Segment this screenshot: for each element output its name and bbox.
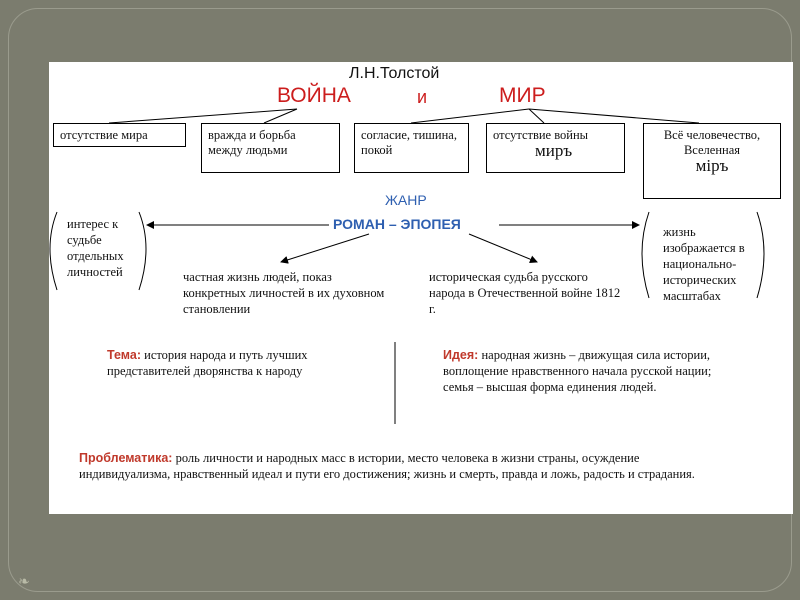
theme <box>107 347 353 379</box>
problems <box>79 450 699 482</box>
peace-link-1 <box>411 109 529 123</box>
title-peace: МИР <box>499 84 546 107</box>
idea <box>443 347 725 395</box>
peace-link-2 <box>529 109 544 123</box>
theme-label: Тема: <box>107 348 141 362</box>
war-box-1-label: отсутствие мира <box>60 128 148 142</box>
genre-label: ЖАНР <box>385 192 427 208</box>
genre-title: РОМАН – ЭПОПЕЯ <box>333 216 461 232</box>
left-note: интерес к судьбе отдельных личностей <box>67 217 124 279</box>
bullet-icon: ❧ <box>18 574 30 590</box>
problems-label: Проблематика: <box>79 451 173 465</box>
genre-arrow-down-left <box>281 234 369 262</box>
mir-word-2: міръ <box>695 156 729 175</box>
slide <box>49 62 793 514</box>
war-box-1 <box>53 123 186 147</box>
theme-text: история народа и путь лучших представителей дворянства к народу <box>107 348 308 378</box>
right-note: жизнь изображается в национально-исторических масштабах <box>663 225 745 303</box>
bracket-right-1 <box>642 212 649 298</box>
peace-box-1-label: согласие, тишина, покой <box>361 128 457 157</box>
universe-box-label: Всё человечество, Вселенная <box>663 128 761 157</box>
bracket-left-1 <box>50 212 57 290</box>
idea-label: Идея: <box>443 348 479 362</box>
war-box-2 <box>201 123 340 173</box>
idea-text: народная жизнь – движущая сила истории, воплощение нравственного начала русской нации; семья – высшая форма единения людей. <box>443 348 712 394</box>
genre-arrow-down-right <box>469 234 537 262</box>
peace-box-1 <box>354 123 469 173</box>
mir-word-1: миръ <box>535 141 573 160</box>
historical-fate-note: историческая судьба русского народа в Отечественной войне 1812 г. <box>429 270 621 316</box>
peace-box-2-label: отсутствие войны <box>493 128 589 142</box>
author: Л.Н.Толстой <box>349 65 440 82</box>
private-life-note: частная жизнь людей, показ конкретных личностей в их духовном становлении <box>183 270 385 316</box>
peace-box-2 <box>486 123 625 173</box>
universe-box <box>643 123 781 199</box>
title-war: ВОЙНА <box>277 84 351 107</box>
peace-link-3 <box>529 109 699 123</box>
war-box-2-label: вражда и борьба между людьми <box>208 128 296 157</box>
problems-text: роль личности и народных масс в истории, место человека в жизни страны, осуждение индивидуализма, нравственный идеал и пути его достижения; жизнь и смерть, правда и ложь, радость и страдания. <box>79 451 695 481</box>
title-and: и <box>417 87 428 107</box>
bracket-left-2 <box>139 212 146 290</box>
